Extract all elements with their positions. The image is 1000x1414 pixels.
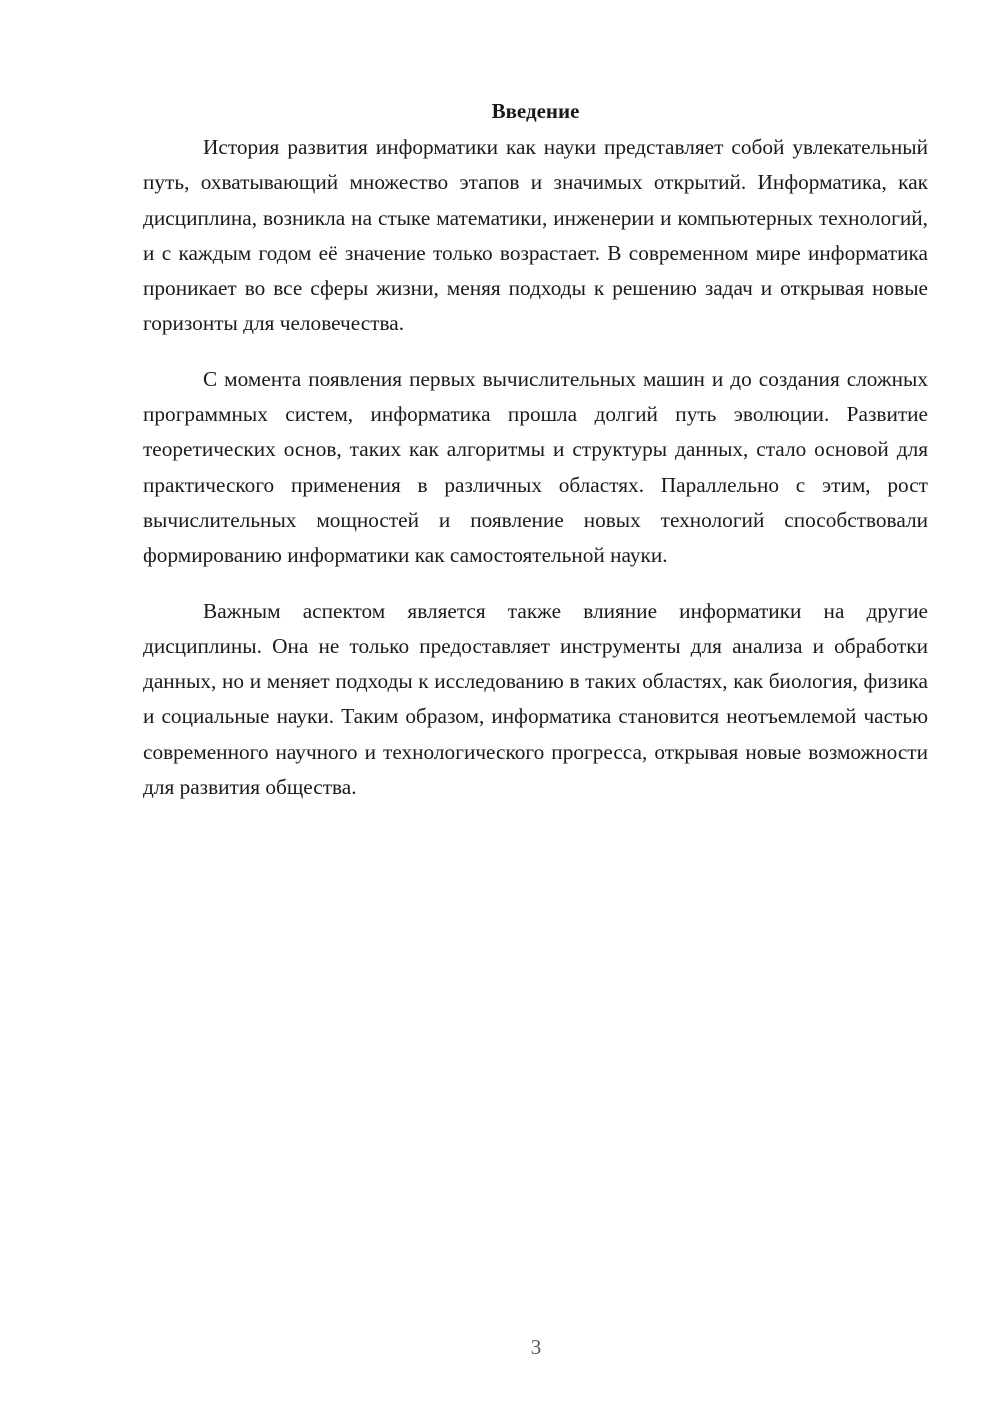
page-number: 3 (530, 1335, 542, 1359)
paragraph-2: С момента появления первых вычислительных машин и до создания сложных программных систем, информатика прошла долгий путь эволюции. Развитие теоретических основ, таких как алгоритмы и структуры данных, стало основой для практического применения в различных областях. Параллельно с этим, рост вычислительных мощностей и появление новых технологий способствовали формированию информатики как самостоятельной науки. (143, 366, 928, 568)
paragraph-3: Важным аспектом является также влияние информатики на другие дисциплины. Она не только предоставляет инструменты для анализа и обработки данных, но и меняет подходы к исследованию в таких областях, как биология, физика и социальные науки. Таким образом, информатика становится неотъемлемой частью современного научного и технологического прогресса, открывая новые возможности для развития общества. (143, 598, 928, 800)
paragraph-1: История развития информатики как науки представляет собой увлекательный путь, охватывающий множество этапов и значимых открытий. Информатика, как дисциплина, возникла на стыке математики, инженерии и компьютерных технологий, и с каждым годом её значение только возрастает. В современном мире информатика проникает во все сферы жизни, меняя подходы к решению задач и открывая новые горизонты для человечества. (143, 135, 928, 336)
page-body (143, 96, 928, 825)
page-title: Введение (491, 99, 580, 123)
